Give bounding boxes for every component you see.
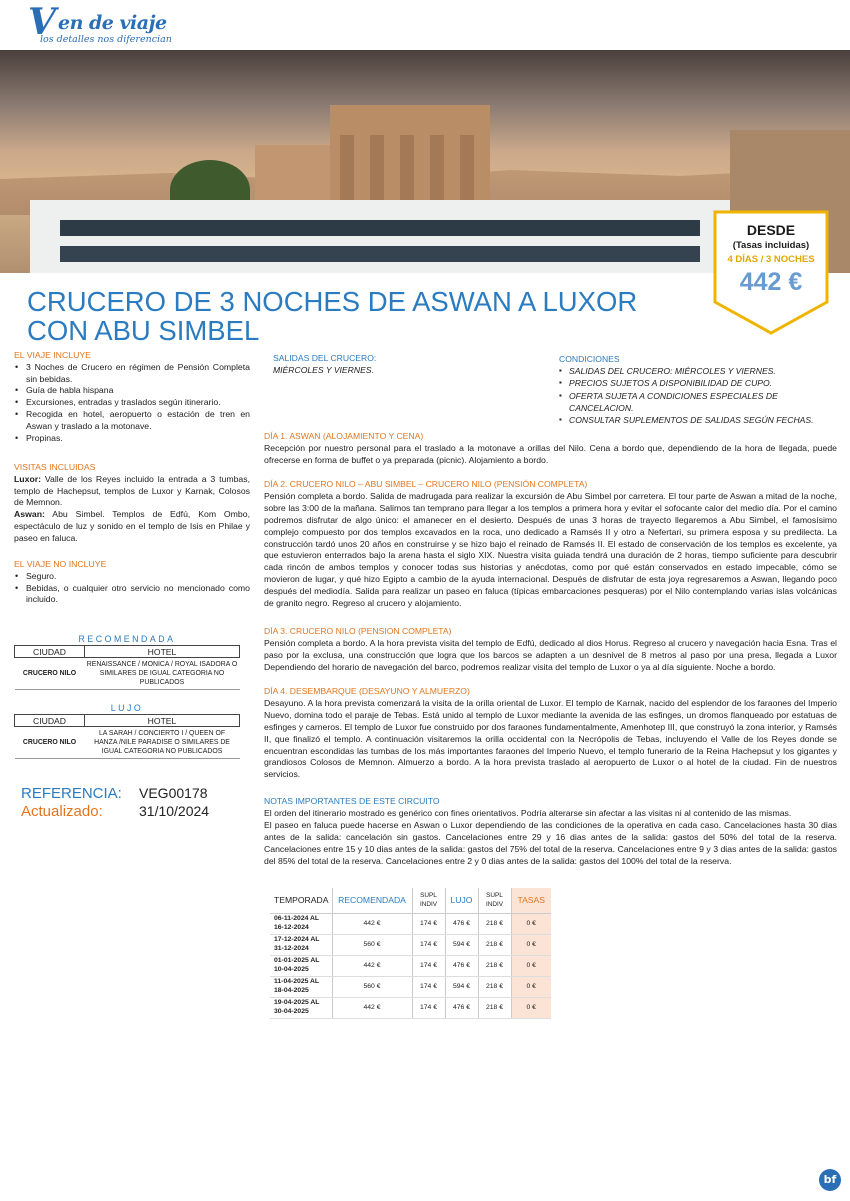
no-incluye-item: • Bebidas, o cualquier otro servicio no mencionado como incluido. xyxy=(14,583,250,607)
price-tasas: 0 € xyxy=(511,976,551,997)
badge-price: 442 € xyxy=(739,268,803,296)
incluye-item: • Guía de habla hispana xyxy=(14,385,250,397)
day-heading: DÍA 4. DESEMBARQUE (DESAYUNO Y ALMUERZO) xyxy=(264,686,470,696)
condicion-item: ▪ OFERTA SUJETA A CONDICIONES ESPECIALES DE CANCELACION. xyxy=(559,390,839,414)
season-dates: 01-01-2025 AL 10-04-2025 xyxy=(270,955,332,976)
logo-name: en de viaje xyxy=(58,12,167,34)
hotel-table-recomendada xyxy=(14,645,240,690)
price-tasas: 0 € xyxy=(511,934,551,955)
salidas-text: MIÉRCOLES Y VIERNES. xyxy=(273,364,374,375)
price-supl: 174 € xyxy=(412,976,445,997)
notas-text-1: El orden del itinerario mostrado es genérico con fines orientativos. Podría alterarse sin afectar a las visitas ni al contenido de las mismas. xyxy=(264,807,792,818)
price-recomendada: 560 € xyxy=(332,934,412,955)
salidas-section xyxy=(273,353,523,376)
hotel-city: CRUCERO NILO xyxy=(22,670,77,677)
price-recomendada: 560 € xyxy=(332,976,412,997)
price-recomendada: 442 € xyxy=(332,913,412,934)
incluye-section xyxy=(14,350,250,444)
page-title: CRUCERO DE 3 NOCHES DE ASWAN A LUXOR CON ABU SIMBEL xyxy=(27,286,638,346)
itinerary-day-2 xyxy=(264,479,837,610)
no-incluye-section xyxy=(14,559,250,606)
updated-label: Actualizado: xyxy=(21,803,103,820)
hotel-names: LA SARAH / CONCIERTO I / QUEEN OF HANZA /NILE PARADISE O SIMILARES DE IGUAL CATEGORIA NO PUBLICADOS xyxy=(94,730,230,755)
price-lujo: 594 € xyxy=(445,934,478,955)
notas-section xyxy=(264,796,837,867)
hero-temple xyxy=(330,105,490,215)
condicion-item: ▪ CONSULTAR SUPLEMENTOS DE SALIDAS SEGÚN FECHAS. xyxy=(559,414,839,426)
col-supl-indiv: SUPL INDIV xyxy=(478,888,511,913)
day-heading: DÍA 3. CRUCERO NILO (PENSION COMPLETA) xyxy=(264,626,452,636)
price-recomendada: 442 € xyxy=(332,997,412,1018)
logo-tagline: los detalles nos diferencian xyxy=(40,34,172,45)
salidas-heading: SALIDAS DEL CRUCERO: xyxy=(273,353,377,363)
hotel-city: CRUCERO NILO xyxy=(22,739,77,746)
season-dates: 19-04-2025 AL 30-04-2025 xyxy=(270,997,332,1018)
price-table xyxy=(270,888,551,1019)
day-text: Pensión completa a bordo. Salida de madrugada para realizar la excursión de Abu Simbel por carretera. El tour parte de Aswan a mitad de la noche, sobre las 3:00 de la mañana. Salimos tan temprano para llegar a los templos a primera hora y evitar el sofocante calor del medio día. Por el camino podremos disfrutar de algo único: el amanecer en el desierto. Después de unas 3 horas de trayecto llegaremos a Abu Simbel, el famosísimo complejo compuesto por dos templos excavados en la roca, uno dedicado a Ramsés II y otro a Nefertari, su primera esposa y su predilecta. La construcción tardó unos 20 años en construirse y se hizo bajo el reinado de Ramsés II. El estado de conservación de los templos es excelente, ya que estuvieron enterrados bajo la arena hasta el siglo XIX. Nuestra visita guiada tendrá una duración de 2 horas, tiempo suficiente para descubrir cada rincón de ambos templos y conocer todas sus historias y anécdotas, como por qué están conservados en estado impecable, cómo se movieron de lugar, y qué hizo Egipto a cambio de la ayuda internacional. Después de disfrutar de esta joya regresaremos a Aswan, llegando poco después del mediodía. Salida para realizar un paseo en faluca (típicas embarcaciones pesqueras) por el Nilo contemplando varias islas volcánicas de granito negro. Regreso al crucero y alojamiento. xyxy=(264,490,837,609)
notas-text-2: El paseo en faluca puede hacerse en Aswan o Luxor dependiendo de las condiciones de la operativa en cada caso. Cancelaciones hasta 30 dias antes de la salida: cancelación sin gastos. Cancelaciones entre 29 y 16 dias antes de la salida: gastos del 50% del total de la reserva. Cancelaciones entre 15 y 10 dias antes de la salida: gastos del 75% del total de la reserva. Cancelaciones entre 9 y 3 dias antes de la salida: gastos del 85% del total de la reserva. Cancelaciones entre 2 y 0 dias antes de la salida: gastos del 100% del total de la reserva. xyxy=(264,819,837,866)
category-recomendada: RECOMENDADA xyxy=(78,634,176,644)
price-row xyxy=(270,997,551,1018)
hotel-table-lujo xyxy=(14,714,240,759)
price-supl: 174 € xyxy=(412,934,445,955)
day-text: Desayuno. A la hora prevista comenzará la visita de la orilla oriental de Luxor. El templo de Karnak, nacido del esplendor de los faraones del Imperio Nuevo, domina todo el paraje de Tebas. Está unido al templo de Luxor mediante la avenida de las esfinges, un dromos flanqueado por estatuas de esfinges y carneros. El templo de Luxor fue construido por dos faraones fundamentalmente, Amenhotep III, que construyó la zona interior, y Ramsés II, que finalizó el templo. A continuación visitaremos la orilla occidental con la Necrópolis de Tebas, incluyendo el Valle de los Reyes donde se encuentran escondidas las tumbas de los más importantes faraones del Imperio Nuevo, el templo funerario de la Reina Hachepsut y los gigantes y grandiosos Colosos de Memnon. Almuerzo a bordo. A la hora prevista traslado al aeropuerto de Luxor o al hotel de la ciudad. Fin de nuestros servicios. xyxy=(264,697,837,780)
reference-value: VEG00178 xyxy=(139,785,208,801)
price-supl: 218 € xyxy=(478,913,511,934)
season-dates: 17-12-2024 AL 31-12-2024 xyxy=(270,934,332,955)
price-supl: 218 € xyxy=(478,997,511,1018)
no-incluye-item: • Seguro. xyxy=(14,571,250,583)
col-temporada: TEMPORADA xyxy=(270,888,332,913)
price-supl: 174 € xyxy=(412,955,445,976)
price-supl: 174 € xyxy=(412,997,445,1018)
col-tasas: TASAS xyxy=(511,888,551,913)
col-hotel: HOTEL xyxy=(85,715,240,727)
badge-desde: DESDE xyxy=(746,222,796,238)
logo-mark: V xyxy=(28,1,56,43)
brand-logo[interactable] xyxy=(28,1,178,48)
itinerary-day-4 xyxy=(264,686,837,781)
itinerary-day-1 xyxy=(264,431,837,467)
price-tasas: 0 € xyxy=(511,997,551,1018)
updated-value: 31/10/2024 xyxy=(139,803,210,819)
col-lujo: LUJO xyxy=(445,888,478,913)
category-lujo: LUJO xyxy=(110,703,144,713)
price-lujo: 594 € xyxy=(445,976,478,997)
luxor-label: Luxor: xyxy=(14,473,42,484)
hotel-names: RENAISSANCE / MONICA / ROYAL ISADORA O SIMILARES DE IGUAL CATEGORIA NO PUBLICADOS xyxy=(86,661,238,686)
day-heading: DÍA 2. CRUCERO NILO – ABU SIMBEL – CRUCERO NILO (PENSIÓN COMPLETA) xyxy=(264,479,588,489)
condiciones-heading: CONDICIONES xyxy=(559,354,620,364)
price-lujo: 476 € xyxy=(445,913,478,934)
col-ciudad: CIUDAD xyxy=(15,646,85,658)
day-text: Pensión completa a bordo. A la hora prevista visita del templo de Edfú, dedicado al dios Horus. Regreso al crucero y navegación hacia Esna. Tras el paso por la exclusa, una construcción que logra que los barcos se adapten a un desnivel de 8 metros al paso por una presa, llegada a Luxor Dependiendo del horario de navegación del barco, podremos realizar visita del templo de Luxor o ya al día siguiente. Noche a bordo. xyxy=(264,637,837,672)
season-dates: 06-11-2024 AL 16-12-2024 xyxy=(270,913,332,934)
col-recomendada: RECOMENDADA xyxy=(332,888,412,913)
condicion-item: ▪ PRECIOS SUJETOS A DISPONIBILIDAD DE CUPO. xyxy=(559,377,839,389)
badge-dias: 4 DÍAS / 3 NOCHES xyxy=(727,254,815,265)
condicion-item: ▪ SALIDAS DEL CRUCERO: MIÉRCOLES Y VIERNES. xyxy=(559,365,839,377)
day-heading: DÍA 1. ASWAN (ALOJAMIENTO Y CENA) xyxy=(264,431,424,441)
incluye-item: • Recogida en hotel, aeropuerto o estación de tren en Aswan y traslado a la motonave. xyxy=(14,409,250,433)
price-badge xyxy=(713,210,829,335)
price-recomendada: 442 € xyxy=(332,955,412,976)
incluye-item: • Propinas. xyxy=(14,433,250,445)
incluye-item: • Excursiones, entradas y traslados según itinerario. xyxy=(14,397,250,409)
price-row xyxy=(270,955,551,976)
price-lujo: 476 € xyxy=(445,997,478,1018)
price-tasas: 0 € xyxy=(511,913,551,934)
price-supl: 218 € xyxy=(478,955,511,976)
incluye-item: • 3 Noches de Crucero en régimen de Pensión Completa sin bebidas. xyxy=(14,362,250,386)
condiciones-section xyxy=(559,353,839,426)
aswan-label: Aswan: xyxy=(14,509,45,520)
no-incluye-heading: EL VIAJE NO INCLUYE xyxy=(14,559,107,569)
aswan-text: Abu Simbel. Templos de Edfú, Kom Ombo, espectáculo de luz y sonido en el templo de Isis en Philae y paseo en faluca. xyxy=(14,509,250,543)
price-row xyxy=(270,976,551,997)
header-bar xyxy=(0,0,850,50)
badge-tasas: (Tasas incluidas) xyxy=(732,240,810,251)
col-supl-indiv: SUPL INDIV xyxy=(412,888,445,913)
price-supl: 174 € xyxy=(412,913,445,934)
price-tasas: 0 € xyxy=(511,955,551,976)
visitas-aswan xyxy=(14,509,250,544)
bf-logo-icon[interactable]: bf xyxy=(819,1169,841,1191)
incluye-heading: EL VIAJE INCLUYE xyxy=(14,350,91,360)
day-text: Recepción por nuestro personal para el traslado a la motonave a orillas del Nilo. Cena a bordo que, dependiendo de la hora de llegada, puede ofrecerse en forma de buffet o ya preparada (picnic). Alojamiento a bordo. xyxy=(264,442,837,465)
visitas-heading: VISITAS INCLUIDAS xyxy=(14,462,96,472)
season-dates: 11-04-2025 AL 18-04-2025 xyxy=(270,976,332,997)
visitas-luxor xyxy=(14,474,250,509)
col-ciudad: CIUDAD xyxy=(15,715,85,727)
luxor-text: Valle de los Reyes incluido la entrada a 3 tumbas, templo de Hachepsut, templos de Luxor y Karnak, Colosos de Memnon. xyxy=(14,473,250,508)
price-row xyxy=(270,934,551,955)
price-lujo: 476 € xyxy=(445,955,478,976)
notas-heading: NOTAS IMPORTANTES DE ESTE CIRCUITO xyxy=(264,796,440,806)
price-supl: 218 € xyxy=(478,934,511,955)
price-row xyxy=(270,913,551,934)
reference-label: REFERENCIA: xyxy=(21,785,122,802)
col-hotel: HOTEL xyxy=(85,646,240,658)
hero-cruise-boat xyxy=(30,200,730,273)
itinerary-day-3 xyxy=(264,626,837,674)
price-supl: 218 € xyxy=(478,976,511,997)
visitas-section xyxy=(14,462,250,545)
